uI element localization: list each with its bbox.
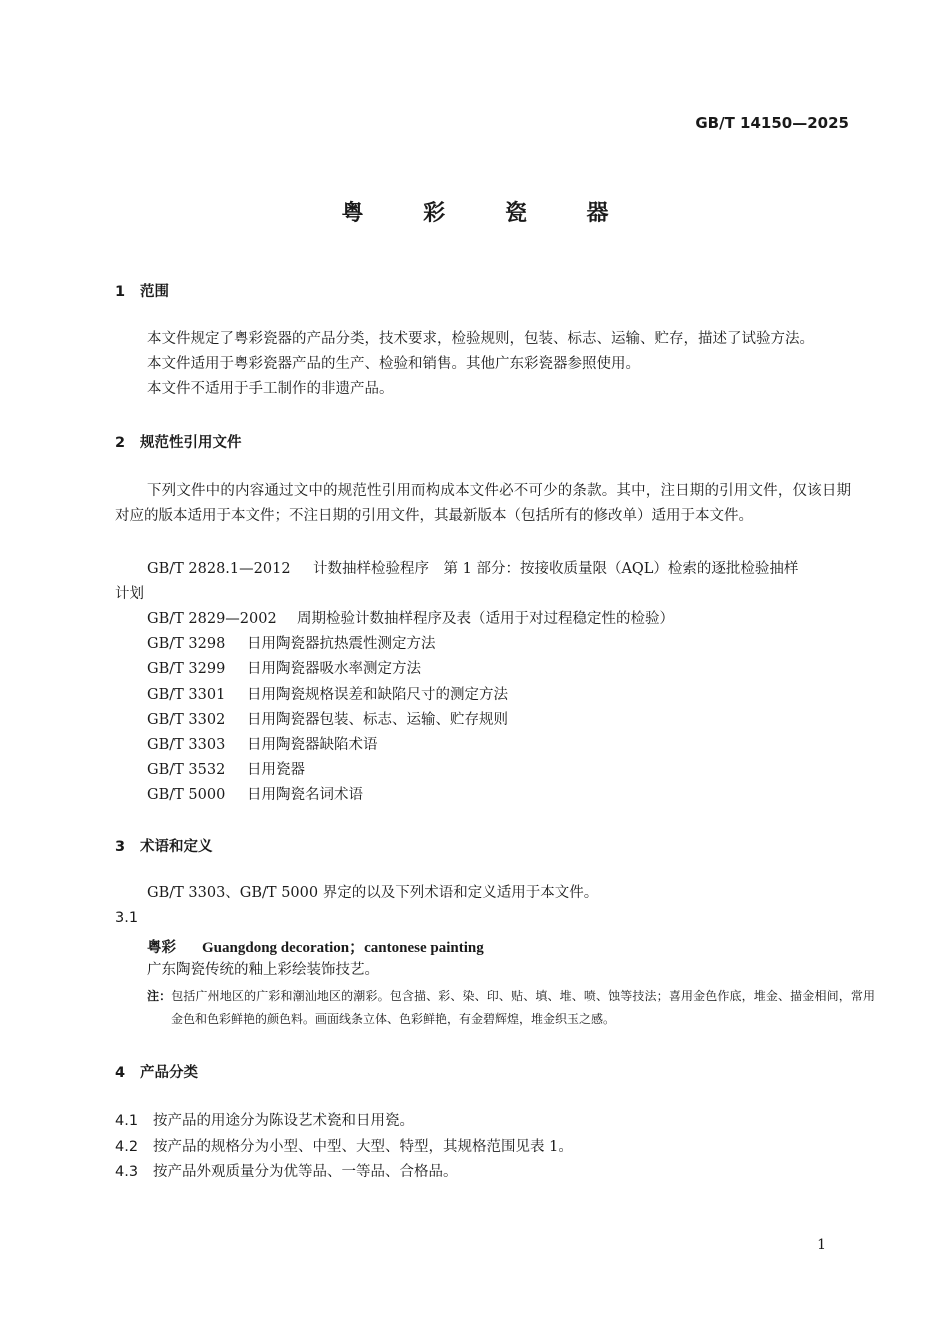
reference-item [147, 758, 305, 779]
clause [115, 1109, 414, 1130]
term-chinese: 粤彩 [147, 940, 176, 956]
reference-title: 日用陶瓷规格误差和缺陷尺寸的测定方法 [247, 687, 508, 703]
reference-item [147, 557, 798, 578]
paragraph: 本文件适用于粤彩瓷器产品的生产、检验和销售。其他广东彩瓷器参照使用。 [147, 356, 640, 372]
reference-title: 日用瓷器 [247, 762, 305, 778]
clause-number: 4.3 [115, 1164, 139, 1180]
reference-title: 日用陶瓷器吸水率测定方法 [247, 661, 421, 677]
section-heading-terms [115, 835, 213, 856]
note-text: 包括广州地区的广彩和潮汕地区的潮彩。包含描、彩、染、印、贴、填、堆、喷、蚀等技法；喜用金色作底，堆金、描金相间，常用金色和色彩鲜艳的颜色料。画面线条立体、色彩鲜艳，有金碧辉煌，堆金织玉之感。 [171, 989, 875, 1026]
reference-code: GB/T 5000 [147, 787, 226, 803]
clause [115, 1135, 573, 1156]
reference-item [147, 607, 674, 628]
reference-item [147, 783, 363, 804]
reference-code: GB/T 2829—2002 [147, 611, 277, 627]
clause-number: 4.1 [115, 1113, 139, 1129]
reference-title: 周期检验计数抽样程序及表（适用于对过程稳定性的检验） [297, 611, 674, 627]
reference-item [147, 733, 378, 754]
reference-title: 日用陶瓷器抗热震性测定方法 [247, 636, 436, 652]
reference-code: GB/T 3298 [147, 636, 226, 652]
section-title: 规范性引用文件 [140, 435, 242, 451]
section-number: 1 [115, 284, 126, 300]
section-title: 术语和定义 [140, 839, 213, 855]
term-definition: 广东陶瓷传统的釉上彩绘装饰技艺。 [147, 962, 379, 978]
reference-item [147, 683, 508, 704]
section-title: 范围 [140, 284, 169, 300]
clause [115, 1160, 458, 1181]
reference-code: GB/T 3301 [147, 687, 226, 703]
note [147, 985, 875, 1031]
reference-item [147, 708, 508, 729]
section-number: 4 [115, 1065, 126, 1081]
clause-text: 按产品的规格分为小型、中型、大型、特型，其规格范围见表 1。 [153, 1139, 573, 1155]
reference-title: 计数抽样检验程序 第 1 部分：按接收质量限（AQL）检索的逐批检验抽样 [313, 561, 799, 577]
paragraph: 下列文件中的内容通过文中的规范性引用而构成本文件必不可少的条款。其中，注日期的引用文件，仅该日期对应的版本适用于本文件；不注日期的引用文件，其最新版本（包括所有的修改单）适用于本文件。 [115, 483, 851, 524]
page-number: 1 [817, 1237, 826, 1253]
paragraph: 本文件不适用于手工制作的非遗产品。 [147, 381, 394, 397]
reference-item [147, 657, 421, 678]
paragraph: GB/T 3303、GB/T 5000 界定的以及下列术语和定义适用于本文件。 [147, 885, 599, 901]
section-number: 3 [115, 839, 126, 855]
clause-text: 按产品的用途分为陈设艺术瓷和日用瓷。 [153, 1113, 414, 1129]
section-heading-normative-references [115, 431, 242, 452]
section-heading-classification [115, 1061, 198, 1082]
reference-code: GB/T 3299 [147, 661, 226, 677]
note-label: 注： [147, 989, 172, 1003]
reference-title: 日用陶瓷器包装、标志、运输、贮存规则 [247, 712, 508, 728]
section-title: 产品分类 [140, 1065, 198, 1081]
reference-code: GB/T 3532 [147, 762, 226, 778]
reference-continuation: 计划 [115, 586, 144, 602]
reference-item [147, 632, 436, 653]
clause-number: 4.2 [115, 1139, 139, 1155]
standard-number: GB/T 14150—2025 [695, 114, 849, 132]
term-number: 3.1 [115, 910, 139, 926]
reference-title: 日用陶瓷名词术语 [247, 787, 363, 803]
section-heading-scope [115, 280, 169, 301]
reference-title: 日用陶瓷器缺陷术语 [247, 737, 378, 753]
clause-text: 按产品外观质量分为优等品、一等品、合格品。 [153, 1164, 458, 1180]
reference-code: GB/T 2828.1—2012 [147, 561, 291, 577]
reference-code: GB/T 3303 [147, 737, 226, 753]
section-number: 2 [115, 435, 126, 451]
document-title: 粤 彩 瓷 器 [341, 201, 635, 226]
term-english: Guangdong decoration；cantonese painting [202, 940, 484, 956]
reference-code: GB/T 3302 [147, 712, 226, 728]
paragraph: 本文件规定了粤彩瓷器的产品分类，技术要求，检验规则，包装、标志、运输、贮存，描述了试验方法。 [147, 331, 814, 347]
